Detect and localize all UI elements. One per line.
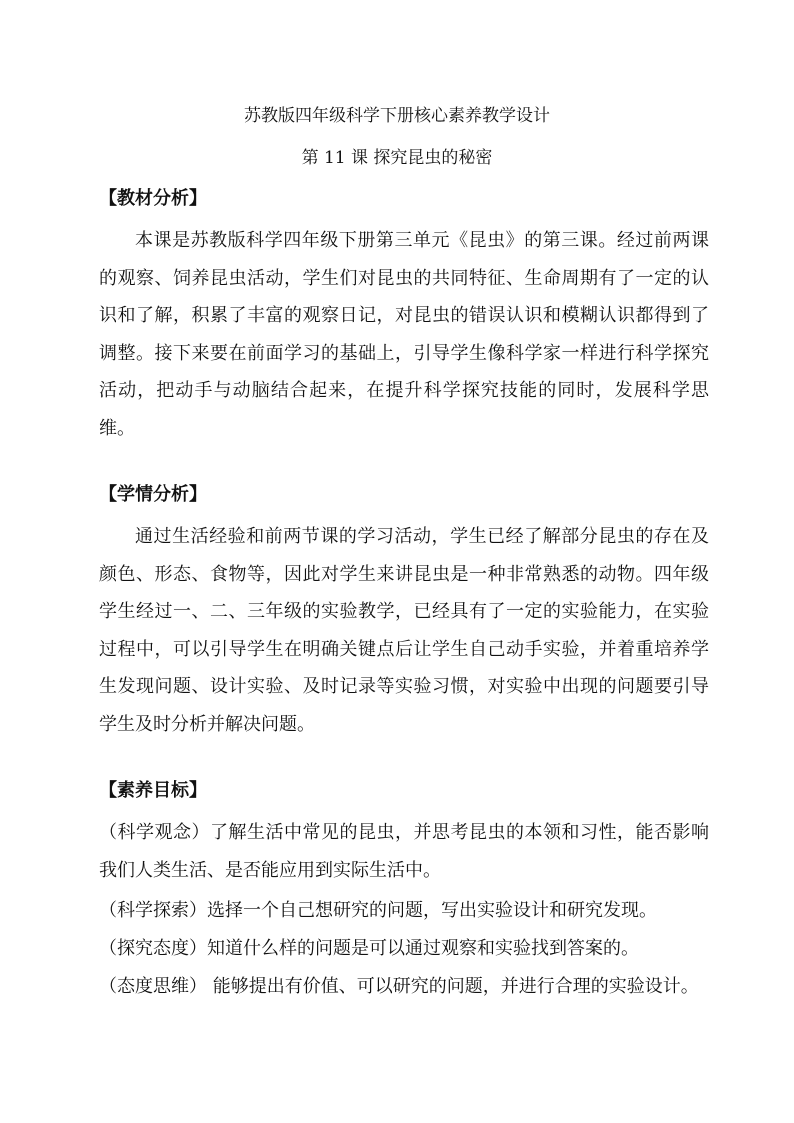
lesson-subtitle: 第 11 课 探究昆虫的秘密: [301, 148, 493, 168]
goal-item-inquiry-attitude: （探究态度）知道什么样的问题是可以通过观察和实验找到答案的。: [99, 938, 639, 959]
textbook-analysis-heading: 【教材分析】: [99, 188, 207, 209]
goal-item-science-exploration: （科学探索）选择一个自己想研究的问题，写出实验设计和研究发现。: [99, 900, 657, 921]
goal-item-attitude-thinking: （态度思维） 能够提出有价值、可以研究的问题，并进行合理的实验设计。: [99, 976, 699, 997]
textbook-analysis-paragraph: 本课是苏教版科学四年级下册第三单元《昆虫》的第三课。经过前两课的观察、饲养昆虫活动，学生们对昆虫的共同特征、生命周期有了一定的认识和了解，积累了丰富的观察日记，对昆虫的错误认识和模糊认识都得到了调整。接下来要在前面学习的基础上，引导学生像科学家一样进行科学探究活动，把动手与动脑结合起来，在提升科学探究技能的同时，发展科学思维。: [99, 230, 709, 439]
student-analysis-paragraph: 通过生活经验和前两节课的学习活动，学生已经了解部分昆虫的存在及颜色、形态、食物等，因此对学生来讲昆虫是一种非常熟悉的动物。四年级学生经过一、二、三年级的实验教学，已经具有了一定的实验能力，在实验过程中，可以引导学生在明确关键点后让学生自己动手实验，并着重培养学生发现问题、设计实验、及时记录等实验习惯，对实验中出现的问题要引导学生及时分析并解决问题。: [99, 526, 709, 735]
goal-item-science-concept: （科学观念）了解生活中常见的昆虫，并思考昆虫的本领和习性，能否影响我们人类生活、是否能应用到实际生活中。: [99, 822, 709, 881]
document-title: 苏教版四年级科学下册核心素养教学设计: [244, 106, 550, 126]
literacy-goals-heading: 【素养目标】: [99, 780, 207, 801]
student-analysis-heading: 【学情分析】: [99, 484, 207, 505]
